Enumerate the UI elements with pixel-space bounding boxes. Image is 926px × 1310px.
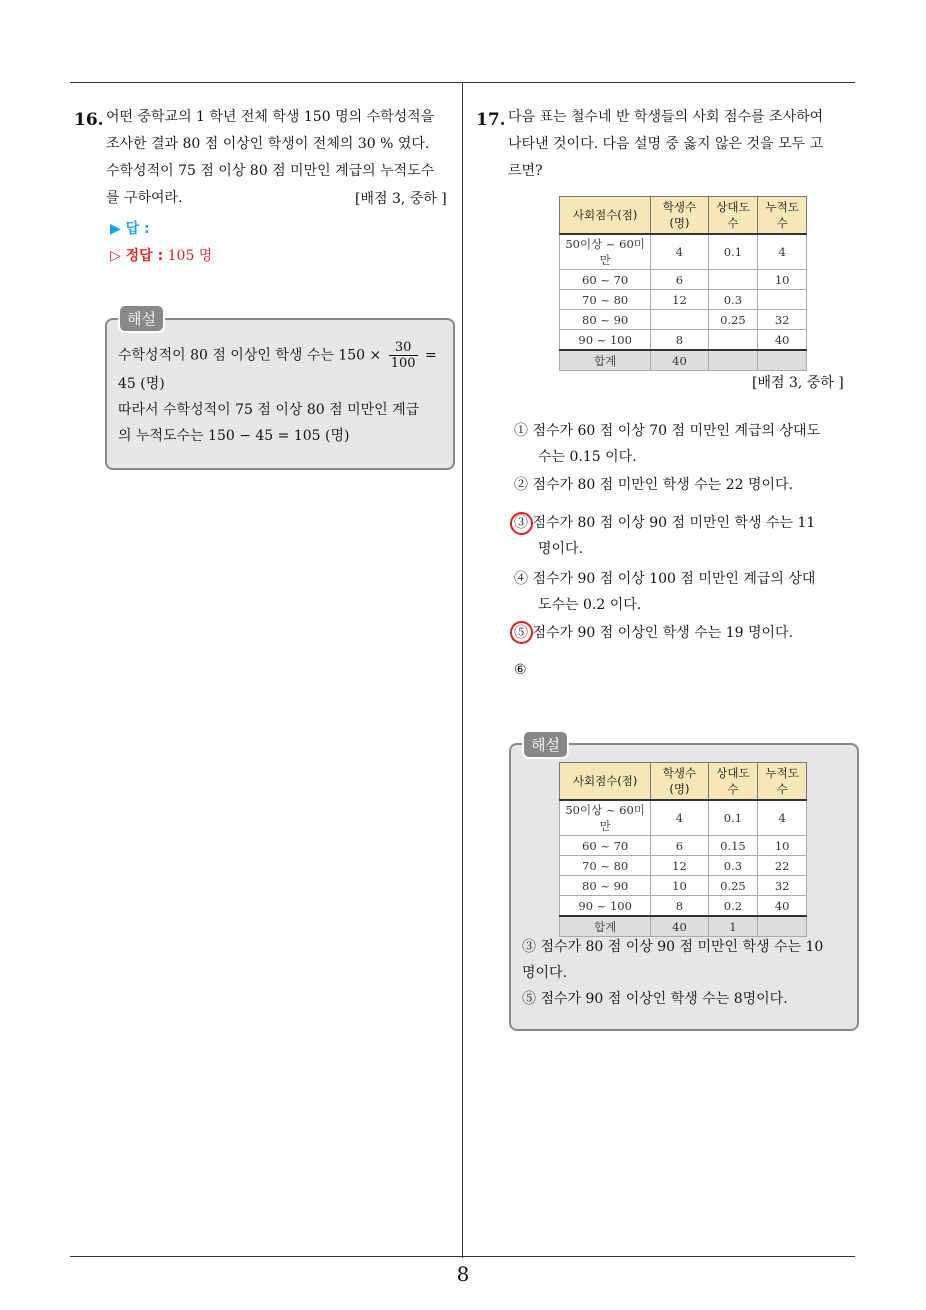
q16-line: 를 구하여라. — [106, 190, 183, 206]
option-mark: ⑥ — [514, 662, 527, 678]
table-cell: 12 — [651, 856, 708, 876]
option-mark: ③ — [514, 515, 528, 531]
table-cell: 합계 — [560, 916, 651, 937]
option-4-line — [514, 566, 859, 592]
correct-label: ▷ 정답 : — [110, 248, 164, 264]
table-header-row — [560, 197, 807, 235]
table-cell: 80 ~ 90 — [560, 876, 651, 896]
answer-label: ▶ 답 : — [110, 221, 150, 237]
explain-line: 45 (명) — [118, 376, 165, 392]
table-cell: 0.1 — [708, 234, 758, 270]
table-row — [560, 896, 807, 917]
option-4[interactable] — [514, 566, 859, 618]
option-6[interactable] — [514, 657, 527, 683]
option-4-line: 도수는 0.2 이다. — [538, 597, 642, 613]
table-header: 사회점수(점) — [560, 197, 651, 235]
q17-line: 다음 표는 철수네 반 학생들의 사회 점수를 조사하여 — [508, 109, 824, 125]
q16-line: 수학성적이 75 점 이상 80 점 미만인 계급의 누적도수 — [106, 163, 435, 179]
option-5[interactable] — [514, 620, 859, 646]
option-mark: ⑤ — [514, 625, 528, 641]
table-cell: 12 — [651, 290, 708, 310]
table-cell: 40 — [758, 896, 807, 917]
table-cell: 10 — [651, 876, 708, 896]
table-cell: 8 — [651, 896, 708, 917]
table-header: 학생수(명) — [651, 197, 708, 235]
table-cell — [758, 290, 807, 310]
table-cell: 0.1 — [708, 800, 758, 836]
explain-post: = — [424, 347, 437, 364]
selected-answer-circle-icon — [510, 512, 533, 535]
q16-explanation-text — [118, 340, 448, 449]
option-mark: ① — [514, 423, 528, 439]
table-cell: 90 ~ 100 — [560, 330, 651, 351]
table-header: 상대도수 — [708, 197, 758, 235]
table-cell: 8 — [651, 330, 708, 351]
table-cell: 60 ~ 70 — [560, 836, 651, 856]
table-cell: 4 — [651, 800, 708, 836]
explain-line: 따라서 수학성적이 75 점 이상 80 점 미만인 계급 — [118, 402, 420, 418]
explain-pre: 수학성적이 80 점 이상인 학생 수는 150 × — [118, 347, 382, 364]
option-3-line: 명이다. — [538, 541, 584, 557]
table-cell: 합계 — [560, 350, 651, 371]
q16-points: [배점 3, 중하 ] — [355, 191, 447, 207]
explain-line: 명이다. — [522, 965, 568, 981]
option-5-line — [514, 620, 859, 646]
table-row — [560, 876, 807, 896]
table-cell: 1 — [708, 916, 758, 937]
option-2[interactable] — [514, 472, 859, 498]
q16-line: 조사한 결과 80 점 이상인 학생이 전체의 30 % 였다. — [106, 136, 430, 152]
table-header-row — [560, 763, 807, 801]
q17-explanation-table — [559, 762, 807, 937]
explain-line: ⑤ 점수가 90 점 이상인 학생 수는 8명이다. — [522, 991, 788, 1007]
option-text: 점수가 60 점 이상 70 점 미만인 계급의 상대도 — [532, 423, 821, 439]
explain-line — [118, 340, 448, 371]
correct-value: 105 명 — [167, 248, 213, 264]
option-1[interactable] — [514, 418, 859, 470]
option-1-line — [514, 418, 859, 444]
table-row — [560, 836, 807, 856]
table-row — [560, 800, 807, 836]
table-cell: 70 ~ 80 — [560, 856, 651, 876]
q17-line: 르면? — [508, 163, 543, 179]
table-header: 누적도수 — [758, 763, 807, 801]
table-cell: 40 — [651, 350, 708, 371]
table-cell: 80 ~ 90 — [560, 310, 651, 330]
bottom-rule — [70, 1256, 855, 1257]
q17-explanation-tag: 해설 — [522, 730, 569, 759]
table-cell: 4 — [758, 234, 807, 270]
table-cell: 10 — [758, 270, 807, 290]
table-cell: 0.25 — [708, 876, 758, 896]
table-cell — [651, 310, 708, 330]
table-cell: 0.3 — [708, 856, 758, 876]
table-cell — [708, 270, 758, 290]
table-cell: 90 ~ 100 — [560, 896, 651, 917]
selected-answer-circle-icon — [510, 621, 533, 644]
table-cell — [758, 350, 807, 371]
table-cell: 4 — [758, 800, 807, 836]
table-cell — [708, 350, 758, 371]
option-3-line — [514, 510, 859, 536]
table-total-row — [560, 350, 807, 371]
table-cell: 70 ~ 80 — [560, 290, 651, 310]
table-row — [560, 330, 807, 351]
table-cell: 32 — [758, 876, 807, 896]
table-header: 상대도수 — [708, 763, 758, 801]
table-header: 사회점수(점) — [560, 763, 651, 801]
table-cell: 10 — [758, 836, 807, 856]
q16-line: 어떤 중학교의 1 학년 전체 학생 150 명의 수학성적을 — [106, 109, 435, 125]
explain-line: 의 누적도수는 150 − 45 = 105 (명) — [118, 428, 350, 444]
table-cell: 0.25 — [708, 310, 758, 330]
table-cell: 40 — [651, 916, 708, 937]
option-text: 점수가 90 점 이상인 학생 수는 19 명이다. — [532, 625, 794, 641]
q17-points: [배점 3, 중하 ] — [752, 375, 844, 391]
table-cell: 32 — [758, 310, 807, 330]
table-cell: 40 — [758, 330, 807, 351]
q16-explanation-tag: 해설 — [118, 304, 165, 333]
table-cell: 50이상 ~ 60미만 — [560, 800, 651, 836]
table-header: 학생수(명) — [651, 763, 708, 801]
table-cell: 50이상 ~ 60미만 — [560, 234, 651, 270]
option-mark: ② — [514, 477, 528, 493]
fraction — [389, 340, 418, 371]
fraction-numerator: 30 — [389, 340, 418, 356]
table-cell: 22 — [758, 856, 807, 876]
table-cell: 4 — [651, 234, 708, 270]
option-mark: ④ — [514, 571, 528, 587]
table-row — [560, 234, 807, 270]
table-cell: 0.3 — [708, 290, 758, 310]
option-text: 점수가 80 점 미만인 학생 수는 22 명이다. — [532, 477, 794, 493]
fraction-denominator: 100 — [390, 356, 416, 371]
table-row — [560, 310, 807, 330]
option-text: 점수가 90 점 이상 100 점 미만인 계급의 상대 — [532, 571, 816, 587]
table-cell: 0.2 — [708, 896, 758, 917]
table-cell: 6 — [651, 836, 708, 856]
table-row — [560, 270, 807, 290]
question-17-text — [508, 104, 860, 185]
option-1-line: 수는 0.15 이다. — [538, 449, 637, 465]
explain-line: ③ 점수가 80 점 이상 90 점 미만인 학생 수는 10 — [522, 939, 824, 955]
table-cell: 6 — [651, 270, 708, 290]
table-row — [560, 290, 807, 310]
q17-frequency-table — [559, 196, 807, 371]
table-row — [560, 856, 807, 876]
option-6-line — [514, 657, 527, 683]
q16-answer-label — [110, 218, 150, 238]
question-17-number: 17. — [476, 110, 506, 130]
option-text: 점수가 80 점 이상 90 점 미만인 학생 수는 11 — [532, 515, 816, 531]
table-cell: 60 ~ 70 — [560, 270, 651, 290]
q17-line: 나타낸 것이다. 다음 설명 중 옳지 않은 것을 모두 고 — [508, 136, 823, 152]
table-cell — [708, 330, 758, 351]
option-2-line — [514, 472, 859, 498]
table-cell: 0.15 — [708, 836, 758, 856]
question-16-number: 16. — [74, 110, 104, 130]
q16-correct-answer — [110, 245, 212, 265]
q17-explanation-text — [522, 934, 852, 1012]
column-divider — [462, 82, 463, 1258]
table-header: 누적도수 — [758, 197, 807, 235]
page-number: 8 — [456, 1262, 470, 1286]
option-3[interactable] — [514, 510, 859, 562]
